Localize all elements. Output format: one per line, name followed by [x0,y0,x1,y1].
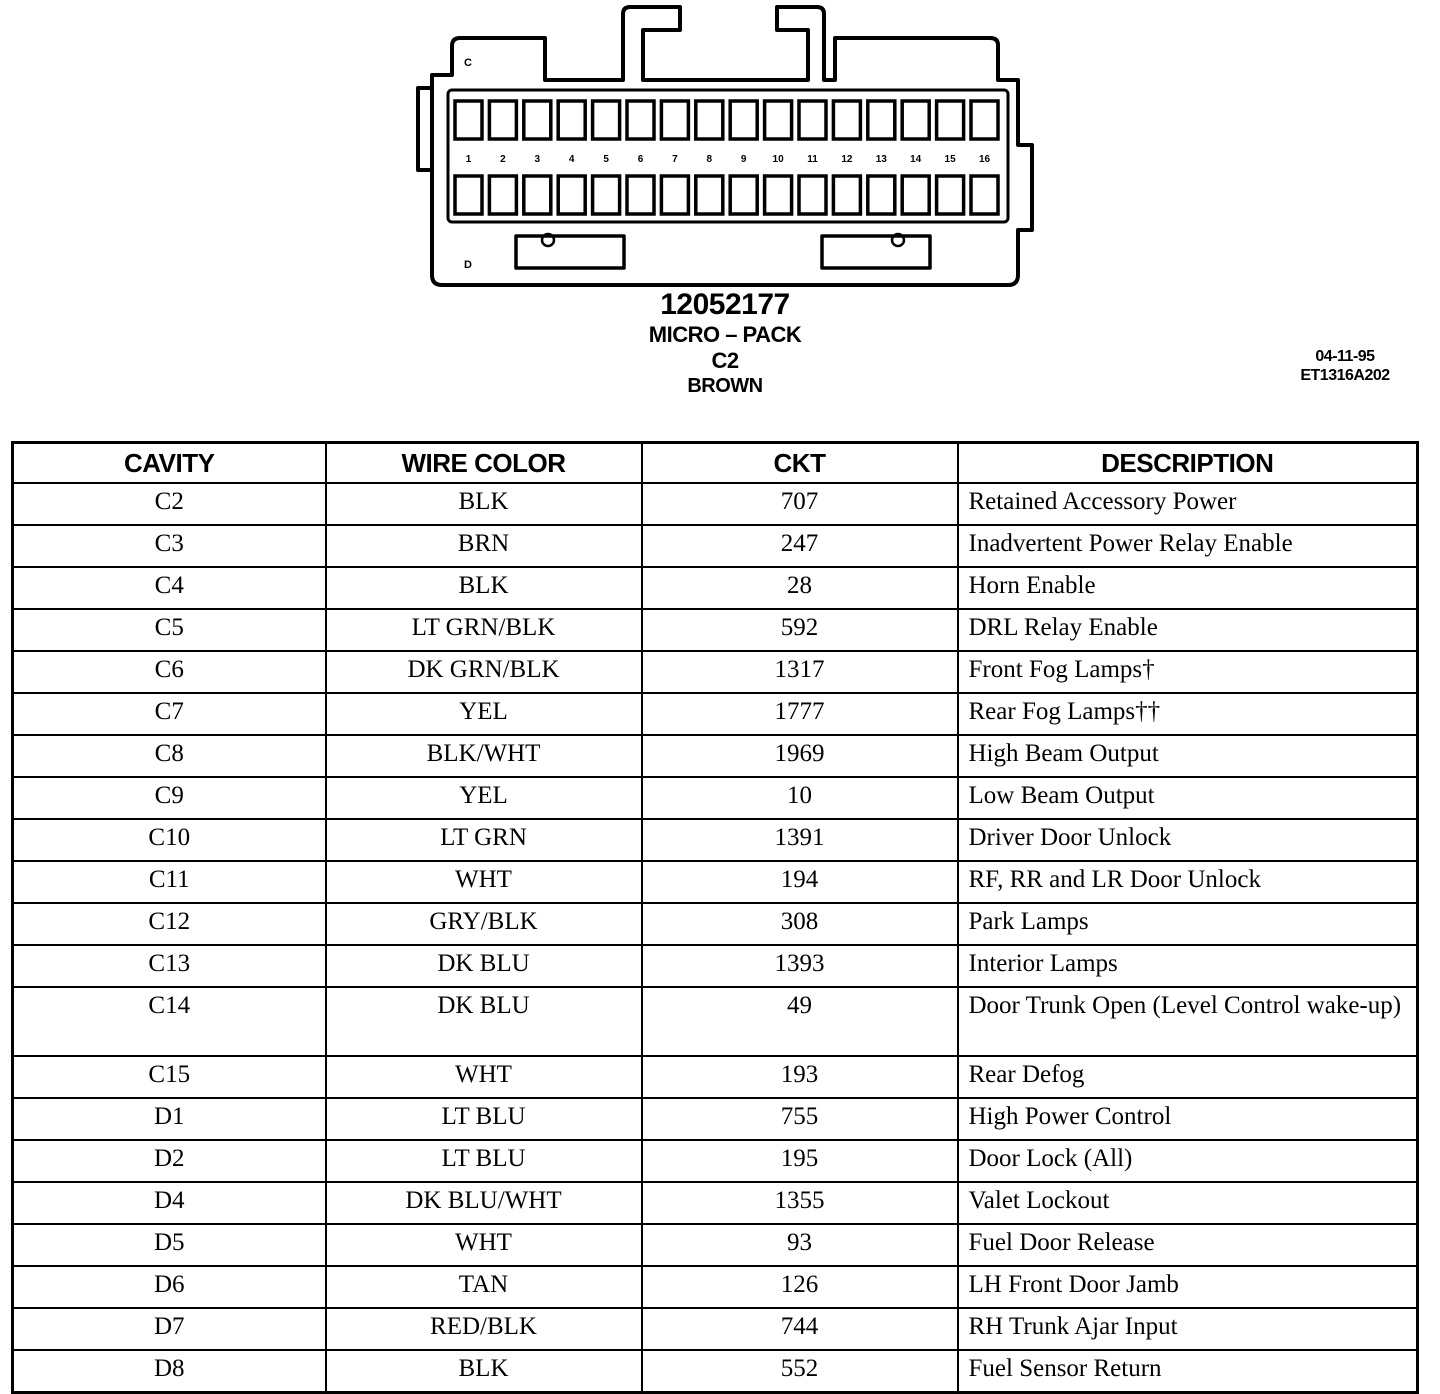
cavity-grid [455,101,998,214]
cavity-c12 [833,101,860,139]
cell-wire-color: RED/BLK [326,1308,642,1350]
cell-ckt: 744 [642,1308,958,1350]
row-label-c: C [464,57,472,69]
connector-left-notch [418,88,432,170]
cavity-d11 [799,176,826,214]
table-row [13,1308,1418,1350]
cell-wire-color: LT GRN/BLK [326,609,642,651]
table-row [13,609,1418,651]
cavity-d6 [627,176,654,214]
connector-type: MICRO – PACK [648,322,802,347]
cell-wire-color: BRN [326,525,642,567]
cell-ckt: 552 [642,1350,958,1393]
cell-cavity: C13 [13,945,326,987]
cavity-d14 [902,176,929,214]
table-row [13,1098,1418,1140]
cell-wire-color: TAN [326,1266,642,1308]
connector-inner-housing [448,90,1008,222]
cavity-c10 [765,101,792,139]
latch-tab-right [822,236,930,268]
cell-description: Door Lock (All) [958,1140,1418,1182]
cell-cavity: D8 [13,1350,326,1393]
connector-body-outline [432,7,1032,285]
table-row [13,1140,1418,1182]
cell-ckt: 1969 [642,735,958,777]
pin-number: 13 [875,154,887,165]
cell-cavity: C11 [13,861,326,903]
cell-cavity: C6 [13,651,326,693]
cell-description: Fuel Sensor Return [958,1350,1418,1393]
cell-ckt: 28 [642,567,958,609]
cell-ckt: 592 [642,609,958,651]
pin-number: 9 [740,154,747,165]
cell-ckt: 1355 [642,1182,958,1224]
pin-number: 3 [534,154,541,165]
cavity-d16 [971,176,998,214]
pin-number: 15 [944,154,956,165]
cell-ckt: 308 [642,903,958,945]
cell-description: Retained Accessory Power [958,483,1418,525]
table-row [13,1266,1418,1308]
pin-number: 5 [603,154,609,165]
cell-description: Fuel Door Release [958,1224,1418,1266]
cell-cavity: D7 [13,1308,326,1350]
cell-cavity: D2 [13,1140,326,1182]
cell-ckt: 707 [642,483,958,525]
cell-description: DRL Relay Enable [958,609,1418,651]
cavity-d12 [833,176,860,214]
cell-ckt: 1393 [642,945,958,987]
connector-color: BROWN [687,375,763,397]
cell-description: Rear Fog Lamps†† [958,693,1418,735]
cell-wire-color: WHT [326,861,642,903]
table-row [13,945,1418,987]
table-header-row [13,443,1418,484]
table-row [13,1182,1418,1224]
cavity-d3 [524,176,551,214]
cavity-d2 [489,176,516,214]
cavity-d5 [593,176,620,214]
cell-ckt: 247 [642,525,958,567]
cell-ckt: 1391 [642,819,958,861]
cavity-c1 [455,101,482,139]
pin-number: 7 [672,154,678,165]
cell-wire-color: BLK [326,483,642,525]
table-row [13,1056,1418,1098]
table-row [13,903,1418,945]
pinout-table [11,441,1419,1394]
pin-number: 12 [841,154,853,165]
cell-description: Horn Enable [958,567,1418,609]
cavity-c2 [489,101,516,139]
pin-number: 1 [465,154,472,165]
cell-description: RF, RR and LR Door Unlock [958,861,1418,903]
cell-cavity: C2 [13,483,326,525]
cavity-c7 [661,101,688,139]
cell-ckt: 755 [642,1098,958,1140]
pin-number: 8 [706,154,713,165]
cell-description: Rear Defog [958,1056,1418,1098]
cell-wire-color: YEL [326,777,642,819]
cell-cavity: D4 [13,1182,326,1224]
cell-cavity: C15 [13,1056,326,1098]
cell-description: Park Lamps [958,903,1418,945]
cavity-c6 [627,101,654,139]
cell-cavity: C7 [13,693,326,735]
cavity-c9 [730,101,757,139]
cell-description: RH Trunk Ajar Input [958,1308,1418,1350]
table-row [13,651,1418,693]
cell-wire-color: YEL [326,693,642,735]
cavity-d15 [937,176,964,214]
cell-cavity: C3 [13,525,326,567]
table-row [13,1224,1418,1266]
cell-cavity: C14 [13,987,326,1056]
latch-tab-left [516,236,624,268]
cell-cavity: D5 [13,1224,326,1266]
pin-number: 10 [772,154,784,165]
cell-description: Inadvertent Power Relay Enable [958,525,1418,567]
cell-description: LH Front Door Jamb [958,1266,1418,1308]
cavity-c16 [971,101,998,139]
cell-wire-color: DK GRN/BLK [326,651,642,693]
document-ref: ET1316A202 [1300,367,1390,384]
row-label-d: D [464,259,472,271]
pin-number: 16 [978,154,991,165]
cell-cavity: C4 [13,567,326,609]
cell-wire-color: DK BLU [326,945,642,987]
cell-ckt: 1317 [642,651,958,693]
cell-wire-color: WHT [326,1056,642,1098]
cell-description: High Power Control [958,1098,1418,1140]
cell-ckt: 49 [642,987,958,1056]
cell-ckt: 10 [642,777,958,819]
cell-ckt: 93 [642,1224,958,1266]
table-row [13,987,1418,1056]
cavity-c13 [868,101,895,139]
pin-number: 11 [807,154,818,165]
cell-description: Door Trunk Open (Level Control wake-up) [958,987,1418,1056]
cavity-c14 [902,101,929,139]
table-row [13,567,1418,609]
cavity-c8 [696,101,723,139]
cell-cavity: C10 [13,819,326,861]
cell-ckt: 126 [642,1266,958,1308]
cell-ckt: 195 [642,1140,958,1182]
header-ckt: CKT [642,443,958,484]
cavity-d10 [765,176,792,214]
cell-cavity: C8 [13,735,326,777]
cell-wire-color: GRY/BLK [326,903,642,945]
cell-description: Low Beam Output [958,777,1418,819]
table-row [13,861,1418,903]
table-row [13,819,1418,861]
cell-wire-color: WHT [326,1224,642,1266]
cell-cavity: D1 [13,1098,326,1140]
cell-description: High Beam Output [958,735,1418,777]
cell-ckt: 193 [642,1056,958,1098]
connector-id: C2 [711,348,739,373]
cell-cavity: D6 [13,1266,326,1308]
pin-number: 2 [500,154,506,165]
document-date: 04-11-95 [1315,348,1375,365]
table-row [13,483,1418,525]
table-row [13,777,1418,819]
cell-wire-color: BLK [326,1350,642,1393]
cell-description: Front Fog Lamps† [958,651,1418,693]
cavity-d8 [696,176,723,214]
table-row [13,1350,1418,1393]
cell-wire-color: LT GRN [326,819,642,861]
cavity-c3 [524,101,551,139]
cavity-c11 [799,101,826,139]
header-cavity: CAVITY [13,443,326,484]
cell-ckt: 194 [642,861,958,903]
cavity-d9 [730,176,757,214]
cell-wire-color: DK BLU [326,987,642,1056]
cell-cavity: C12 [13,903,326,945]
cavity-d1 [455,176,482,214]
header-description: DESCRIPTION [958,443,1418,484]
cell-wire-color: DK BLU/WHT [326,1182,642,1224]
cell-wire-color: LT BLU [326,1098,642,1140]
cell-description: Driver Door Unlock [958,819,1418,861]
table-row [13,525,1418,567]
table-row [13,693,1418,735]
cavity-d4 [558,176,585,214]
cavity-c5 [593,101,620,139]
cell-description: Valet Lockout [958,1182,1418,1224]
cell-wire-color: BLK/WHT [326,735,642,777]
header-wire-color: WIRE COLOR [326,443,642,484]
cell-ckt: 1777 [642,693,958,735]
cavity-d7 [661,176,688,214]
pin-number: 14 [910,154,922,165]
cavity-c4 [558,101,585,139]
pin-number: 4 [568,154,575,165]
cavity-c15 [937,101,964,139]
cell-wire-color: BLK [326,567,642,609]
cell-description: Interior Lamps [958,945,1418,987]
cavity-d13 [868,176,895,214]
cell-cavity: C5 [13,609,326,651]
cell-wire-color: LT BLU [326,1140,642,1182]
cell-cavity: C9 [13,777,326,819]
connector-part-number: 12052177 [660,288,790,321]
pin-number: 6 [637,154,644,165]
table-row [13,735,1418,777]
